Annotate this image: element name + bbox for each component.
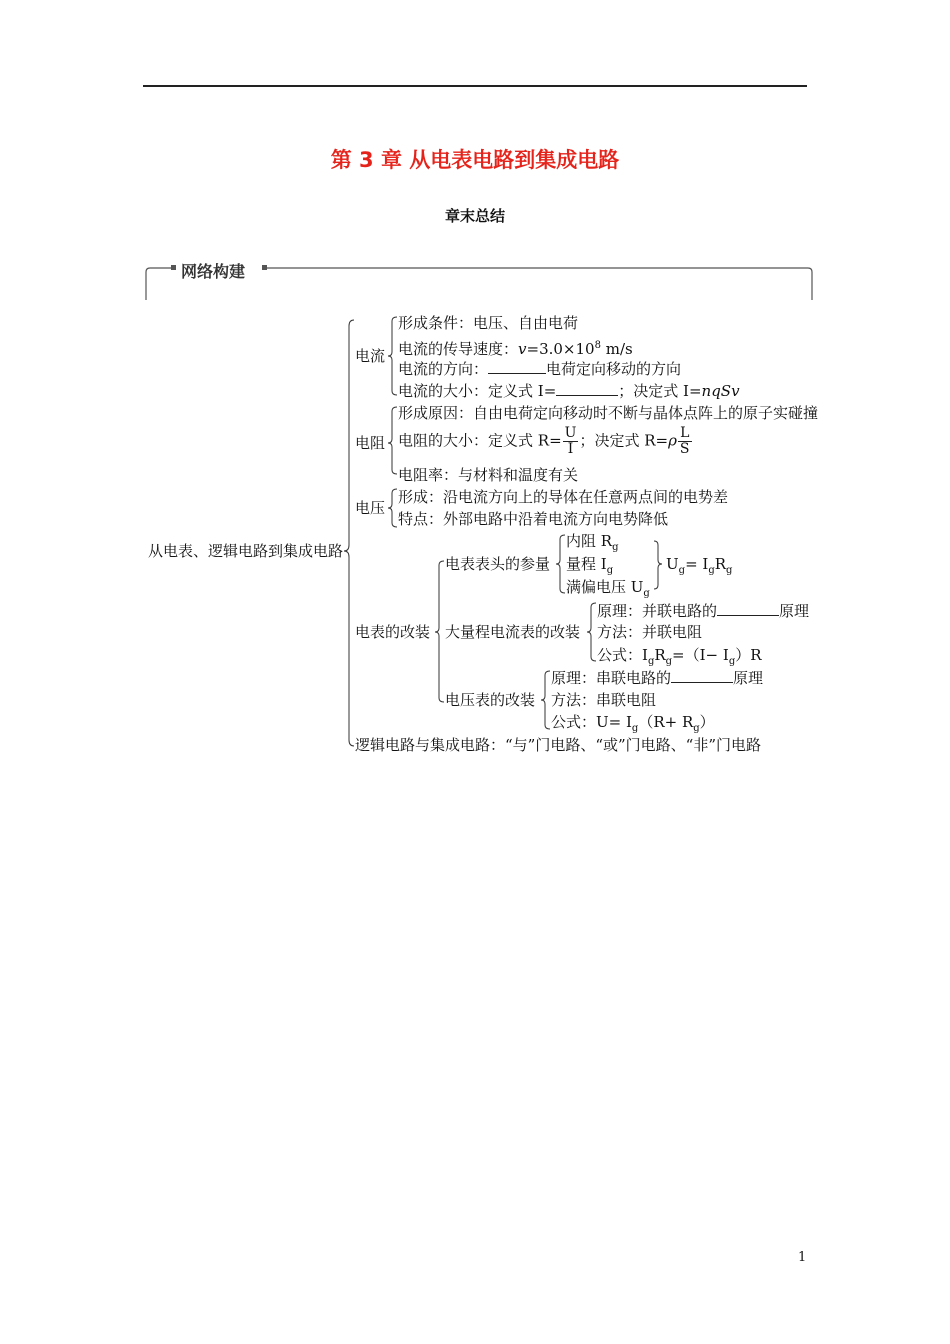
current-magnitude-blank[interactable] — [556, 381, 618, 396]
current-formation: 形成条件：电压、自由电荷 — [398, 314, 579, 332]
meter-label: 电表的改装 — [355, 623, 431, 641]
resistance-magnitude — [398, 426, 693, 457]
voltmeter-method: 方法：串联电阻 — [551, 691, 657, 709]
section-subtitle: 章末总结 — [444, 207, 505, 225]
resistance-cause: 形成原因：自由电荷定向移动时不断与晶体点阵上的原子实碰撞 — [398, 404, 819, 422]
meter-head-full-voltage: 满偏电压 $U_g$ — [566, 578, 650, 599]
voltage-feature: 特点：外部电路中沿着电流方向电势降低 — [398, 510, 669, 528]
meter-head-label: 电表表头的参量 — [445, 555, 551, 573]
current-speed-unit: m/s — [600, 340, 633, 358]
current-magnitude-prefix: 电流的大小：定义式 I= — [398, 382, 557, 400]
current-magnitude-formula: nqSv — [701, 382, 740, 400]
resistance-label: 电阻 — [355, 434, 386, 452]
ammeter-formula: 公式：$I_gR_g=(I- I_g)R$ — [597, 646, 762, 667]
resistivity-symbol: ρ — [668, 431, 677, 450]
tree-root: 从电表、逻辑电路到集成电路 — [148, 542, 344, 560]
voltmeter-principle-blank[interactable] — [671, 668, 733, 683]
current-direction — [398, 359, 681, 378]
logic-circuits: 逻辑电路与集成电路：“与”门电路、“或”门电路、“非”门电路 — [355, 736, 762, 754]
resistance-magnitude-mid: ；决定式 R= — [579, 431, 669, 450]
current-magnitude — [398, 381, 740, 400]
chapter-title: 第 3 章 从电表电路到集成电路 — [330, 148, 620, 172]
page-number: 1 — [798, 1250, 807, 1265]
current-direction-blank[interactable] — [488, 359, 546, 374]
meter-head-resistance: 内阻 $R_g$ — [566, 532, 619, 553]
ammeter-principle: 原理：并联电路的 原理 — [597, 602, 810, 620]
fraction-l-over-s: $\frac{L}{S}$ — [679, 425, 690, 457]
current-speed-exp: 8 — [594, 340, 601, 351]
voltmeter-formula: 公式：$U= I_g(R+ R_g)$ — [551, 713, 715, 734]
current-speed-prefix: 电流的传导速度： — [398, 340, 519, 358]
voltage-formation: 形成：沿电流方向上的导体在任意两点间的电势差 — [398, 488, 729, 506]
meter-head-relation: $U_g= I_gR_g$ — [666, 555, 733, 576]
current-magnitude-suffix: ；决定式 I= — [618, 382, 702, 400]
current-speed-value: =3.0×10 — [526, 340, 595, 358]
ammeter-label: 大量程电流表的改装 — [445, 623, 581, 641]
resistance-resistivity: 电阻率：与材料和温度有关 — [398, 466, 579, 484]
section-label: 网络构建 — [181, 262, 246, 281]
fraction-u-over-i: $\frac{U}{I}$ — [564, 425, 577, 457]
ammeter-method: 方法：并联电阻 — [597, 623, 703, 641]
meter-head-range: 量程 $I_g$ — [566, 555, 614, 576]
ammeter-principle-blank[interactable] — [717, 601, 779, 616]
voltmeter-principle: 原理：串联电路的 原理 — [551, 669, 764, 687]
current-label: 电流 — [355, 347, 386, 365]
current-direction-suffix: 电荷定向移动的方向 — [546, 360, 682, 378]
voltmeter-label: 电压表的改装 — [445, 691, 536, 709]
voltage-label: 电压 — [355, 499, 386, 517]
current-speed-var: v — [518, 340, 527, 358]
current-direction-prefix: 电流的方向： — [398, 360, 489, 378]
current-speed — [398, 337, 633, 358]
resistance-magnitude-prefix: 电阻的大小：定义式 R= — [398, 431, 562, 450]
